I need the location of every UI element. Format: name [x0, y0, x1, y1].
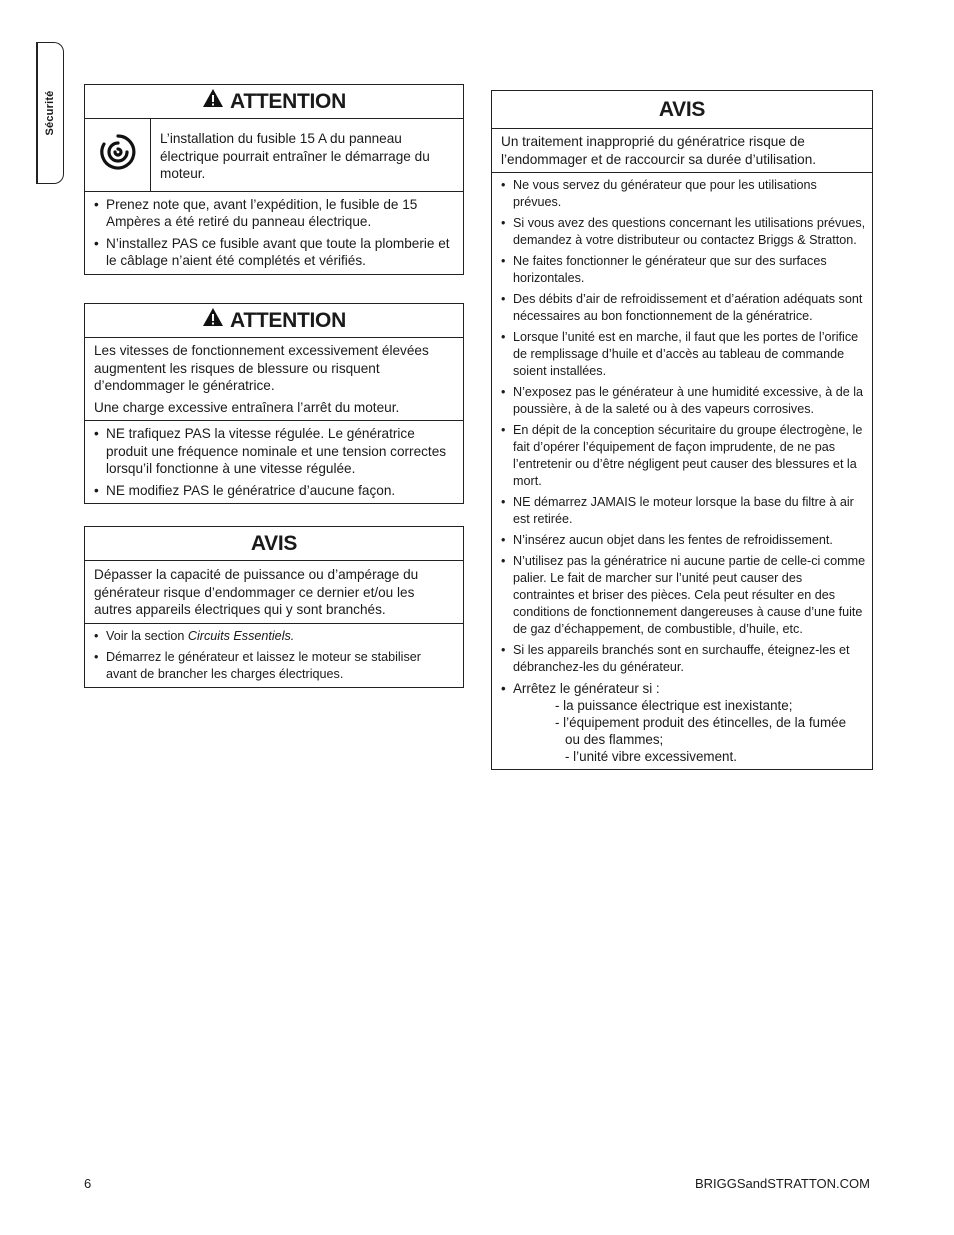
sub-item: ou des flammes;: [565, 732, 664, 747]
attention-title: ATTENTION: [230, 308, 346, 332]
list-item: • N’insérez aucun objet dans les fentes de refroidissement.: [501, 532, 866, 549]
list-item: [501, 680, 866, 765]
list-item: [94, 628, 454, 645]
list-item: • NE modifiez PAS le génératrice d’aucune façon.: [94, 482, 454, 500]
auto-start-row: [85, 119, 463, 192]
section-reference: Circuits Essentiels.: [187, 628, 295, 643]
sub-item: - la puissance électrique est inexistante;: [555, 698, 793, 713]
sub-item: - l’équipement produit des étincelles, de la fumée: [555, 715, 847, 730]
attention2-bullets-section: [85, 420, 463, 503]
list-item: • Si vous avez des questions concernant les utilisations prévues, demandez à votre distributeur ou contactez Briggs & Stratton.: [501, 215, 866, 249]
paragraph: Un traitement inapproprié du génératrice risque de l’endommager et de raccourcir sa durée d’utilisation.: [501, 134, 817, 167]
page-number: 6: [84, 1176, 92, 1191]
avis-header: [492, 91, 872, 129]
warning-triangle-icon: [202, 86, 224, 118]
list-item: • Démarrez le générateur et laissez le moteur se stabiliser avant de brancher les charges électriques.: [94, 649, 454, 683]
warning-triangle-icon: [202, 305, 224, 337]
auto-start-icon: [96, 130, 140, 179]
attention-header: [85, 304, 463, 338]
avis-right-text-section: [492, 129, 872, 172]
list-item: • Prenez note que, avant l’expédition, le fusible de 15 Ampères a été retiré du panneau électrique.: [94, 196, 454, 231]
avis-box-capacity: [84, 526, 464, 688]
attention-header: [85, 85, 463, 119]
side-tab-label: Sécurité: [43, 90, 56, 136]
avis-left-bullets-section: [85, 623, 463, 687]
avis-title: AVIS: [658, 97, 706, 121]
sub-item: - l’unité vibre excessivement.: [565, 749, 737, 764]
stop-conditions-list: [513, 697, 866, 765]
auto-start-icon-cell: [85, 119, 151, 191]
attention-title: ATTENTION: [230, 89, 346, 113]
list-item: • Lorsque l’unité est en marche, il faut que les portes de l’orifice de remplissage d’huile et d’accès au tableau de commande soient installées.: [501, 329, 866, 380]
bullet-text: Voir la section: [106, 628, 188, 643]
list-item: • Si les appareils branchés sont en surchauffe, éteignez-les et débranchez-les du générateur.: [501, 642, 866, 676]
list-item: • En dépit de la conception sécuritaire du groupe électrogène, le fait d’opérer l’équipement de façon imprudente, de ne pas l’entretenir ou d’être négligent peut causer des blessures et la mort.: [501, 422, 866, 490]
list-item: • N’installez PAS ce fusible avant que toute la plomberie et le câblage n’aient été complétés et vérifiés.: [94, 235, 454, 270]
footer-website: BRIGGSandSTRATTON.COM: [694, 1176, 870, 1191]
list-item: • Ne faites fonctionner le générateur que sur des surfaces horizontales.: [501, 253, 866, 287]
avis-right-bullets-section: [492, 172, 872, 769]
list-item: • N’utilisez pas la génératrice ni aucune partie de celle-ci comme palier. Le fait de marcher sur l’unité peut causer des contraintes et briser des pièces. Cela peut résulter en des conditions de fonctionnement dangereuses à cause d’une fuite de gaz d’échappement, de combustible, d’huile, etc.: [501, 553, 866, 638]
list-item: • NE trafiquez PAS la vitesse régulée. Le génératrice produit une fréquence nominale et une tension correctes lorsqu’il fonctionne à une vitesse régulée.: [94, 425, 454, 478]
attention-box-speed: [84, 303, 464, 504]
attention2-text-section: [85, 338, 463, 420]
attention-box-fuse: [84, 84, 464, 275]
attention1-bullets-section: [85, 192, 463, 274]
avis-header: [85, 527, 463, 561]
list-item: • N’exposez pas le générateur à une humidité excessive, à de la poussière, à de la saleté ou à des vapeurs corrosives.: [501, 384, 866, 418]
paragraph: Les vitesses de fonctionnement excessivement élevées augmentent les risques de blessure ou risquent d’endommager le génératrice.: [94, 343, 429, 393]
avis-left-text-section: [85, 561, 463, 623]
avis-box-usage: [491, 90, 873, 770]
list-item: • NE démarrez JAMAIS le moteur lorsque la base du filtre à air est retirée.: [501, 494, 866, 528]
section-side-tab: [36, 42, 64, 184]
paragraph: Dépasser la capacité de puissance ou d’ampérage du générateur risque d’endommager ce dernier et/ou les autres appareils électriques qui y sont branchés.: [94, 567, 419, 617]
avis-title: AVIS: [250, 531, 298, 555]
list-item: • Des débits d’air de refroidissement et d’aération adéquats sont nécessaires au bon fonctionnement de la génératrice.: [501, 291, 866, 325]
paragraph: Une charge excessive entraînera l’arrêt du moteur.: [94, 399, 400, 415]
stop-conditions-lead: • Arrêtez le générateur si :: [513, 681, 660, 696]
auto-start-text: L’installation du fusible 15 A du panneau électrique pourrait entraîner le démarrage du moteur.: [160, 131, 430, 181]
list-item: • Ne vous servez du générateur que pour les utilisations prévues.: [501, 177, 866, 211]
